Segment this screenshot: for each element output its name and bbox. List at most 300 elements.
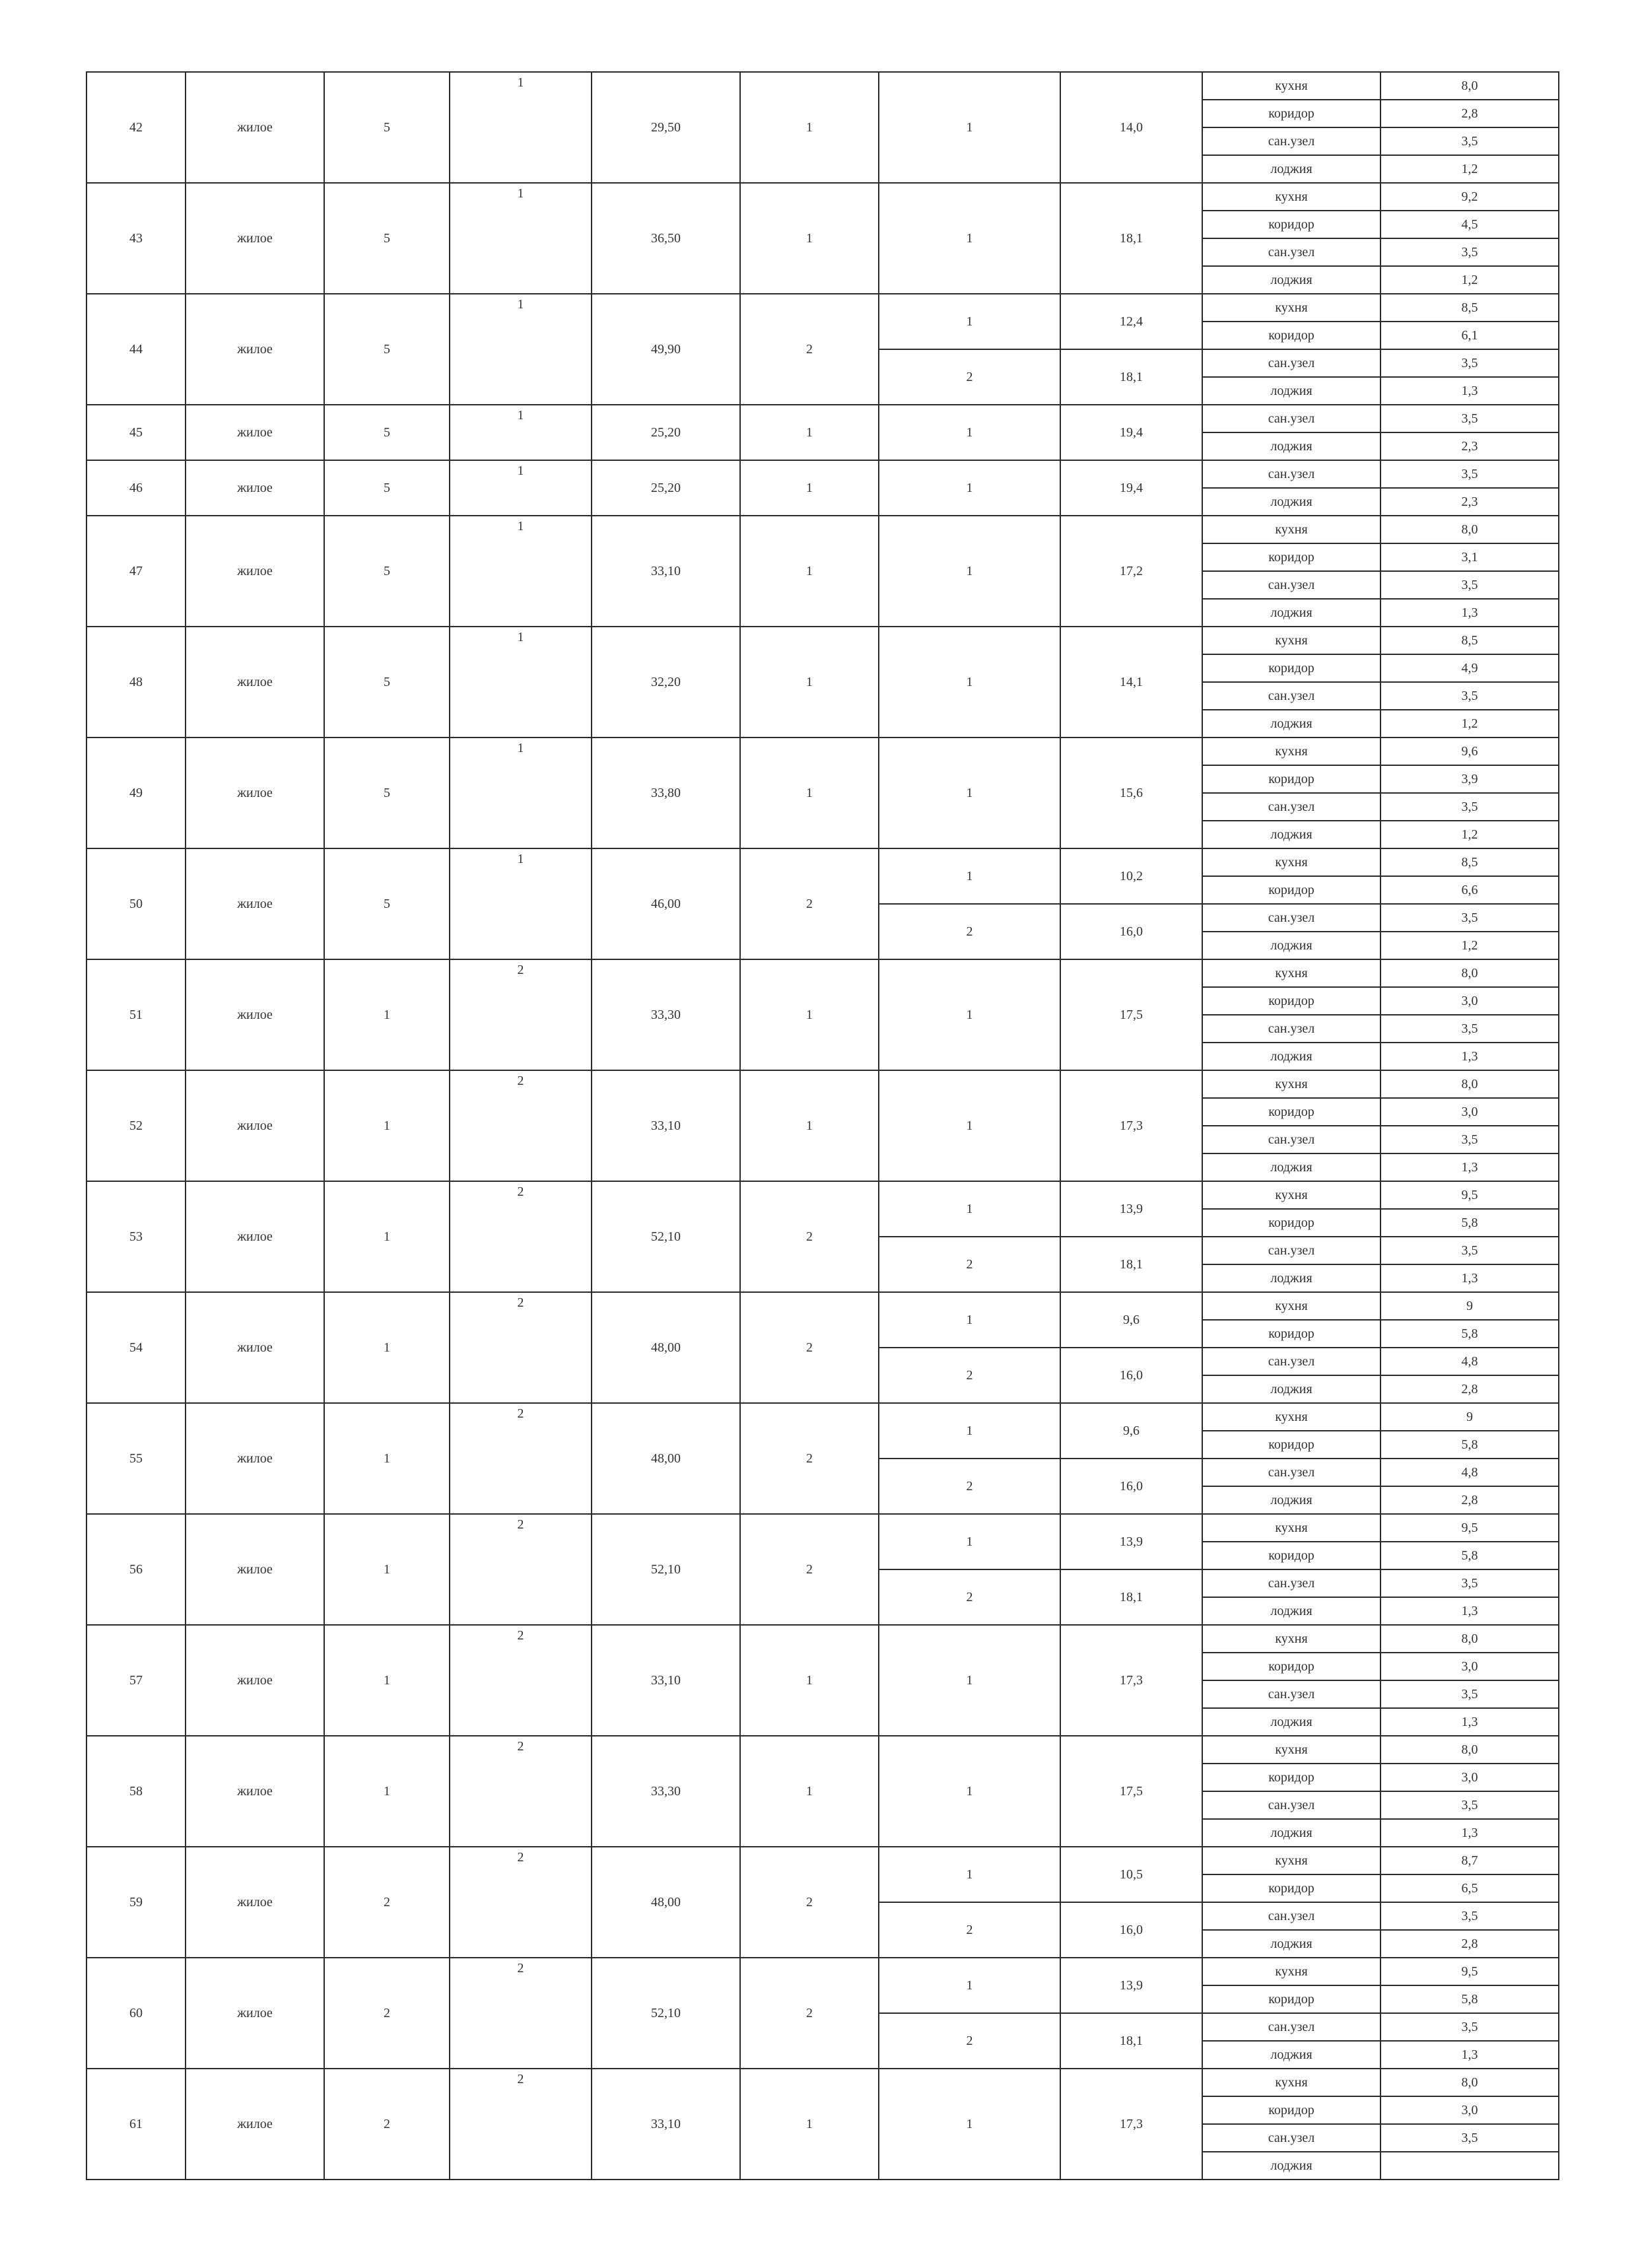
aux-room-name: кухня	[1202, 959, 1380, 987]
total-area: 46,00	[592, 848, 740, 959]
aux-room-area: 3,5	[1380, 1569, 1559, 1597]
table-body	[86, 72, 1559, 2180]
aux-room-area: 3,5	[1380, 793, 1559, 821]
total-area: 32,20	[592, 627, 740, 738]
premises-type: жилое	[186, 627, 324, 738]
aux-room-name: сан.узел	[1202, 1348, 1380, 1375]
premises-type: жилое	[186, 1625, 324, 1736]
aux-room-name: коридор	[1202, 1764, 1380, 1791]
aux-room-area: 1,2	[1380, 821, 1559, 848]
floor: 5	[324, 405, 450, 460]
apartment-number: 52	[86, 1070, 186, 1181]
aux-room-area: 3,5	[1380, 349, 1559, 377]
premises-type: жилое	[186, 1736, 324, 1847]
table-row	[86, 460, 1559, 488]
aux-room-name: лоджия	[1202, 266, 1380, 294]
aux-room-area: 2,3	[1380, 488, 1559, 516]
room-number: 1	[879, 1847, 1060, 1902]
room-number: 1	[879, 2069, 1060, 2180]
aux-room-area: 1,2	[1380, 155, 1559, 183]
aux-room-name: кухня	[1202, 1292, 1380, 1320]
apartment-number: 57	[86, 1625, 186, 1736]
room-number: 2	[879, 1569, 1060, 1625]
aux-room-area: 3,5	[1380, 460, 1559, 488]
premises-type: жилое	[186, 1292, 324, 1403]
aux-room-name: кухня	[1202, 294, 1380, 322]
section: 2	[450, 2069, 592, 2180]
room-number: 1	[879, 1958, 1060, 2013]
total-area: 25,20	[592, 405, 740, 460]
aux-room-area: 3,5	[1380, 127, 1559, 155]
section: 2	[450, 1514, 592, 1625]
aux-room-area: 3,0	[1380, 1764, 1559, 1791]
aux-room-name: сан.узел	[1202, 682, 1380, 710]
aux-room-name: лоджия	[1202, 488, 1380, 516]
room-number: 1	[879, 1514, 1060, 1569]
table-row	[86, 1514, 1559, 1542]
aux-room-area: 9	[1380, 1292, 1559, 1320]
total-area: 48,00	[592, 1292, 740, 1403]
aux-room-name: лоджия	[1202, 2041, 1380, 2069]
room-count: 1	[740, 516, 879, 627]
apartment-number: 42	[86, 72, 186, 183]
room-number: 2	[879, 1459, 1060, 1514]
total-area: 33,30	[592, 1736, 740, 1847]
aux-room-area: 2,8	[1380, 1375, 1559, 1403]
room-number: 1	[879, 738, 1060, 848]
premises-type: жилое	[186, 405, 324, 460]
aux-room-name: сан.узел	[1202, 571, 1380, 599]
room-area: 10,5	[1060, 1847, 1202, 1902]
room-area: 17,2	[1060, 516, 1202, 627]
room-number: 1	[879, 72, 1060, 183]
aux-room-area: 1,3	[1380, 599, 1559, 627]
aux-room-area: 1,3	[1380, 1043, 1559, 1070]
room-area: 10,2	[1060, 848, 1202, 904]
aux-room-area: 9	[1380, 1403, 1559, 1431]
aux-room-name: коридор	[1202, 1431, 1380, 1459]
room-area: 19,4	[1060, 460, 1202, 516]
table-row	[86, 1847, 1559, 1874]
apartment-number: 59	[86, 1847, 186, 1958]
apartments-table	[86, 71, 1559, 2180]
room-count: 1	[740, 72, 879, 183]
table-row	[86, 1625, 1559, 1653]
room-area: 17,3	[1060, 2069, 1202, 2180]
floor: 5	[324, 516, 450, 627]
aux-room-area: 3,5	[1380, 2013, 1559, 2041]
aux-room-area: 3,5	[1380, 1791, 1559, 1819]
aux-room-name: кухня	[1202, 2069, 1380, 2096]
room-area: 15,6	[1060, 738, 1202, 848]
room-number: 2	[879, 1237, 1060, 1292]
floor: 1	[324, 1736, 450, 1847]
section: 2	[450, 1736, 592, 1847]
apartment-number: 47	[86, 516, 186, 627]
section: 2	[450, 1292, 592, 1403]
aux-room-name: сан.узел	[1202, 2013, 1380, 2041]
section: 1	[450, 460, 592, 516]
room-area: 18,1	[1060, 2013, 1202, 2069]
section: 2	[450, 959, 592, 1070]
table-row	[86, 1070, 1559, 1098]
aux-room-name: коридор	[1202, 765, 1380, 793]
section: 1	[450, 516, 592, 627]
apartment-number: 55	[86, 1403, 186, 1514]
apartment-number: 50	[86, 848, 186, 959]
apartment-number: 46	[86, 460, 186, 516]
section: 2	[450, 1847, 592, 1958]
room-count: 1	[740, 405, 879, 460]
aux-room-area: 3,5	[1380, 1902, 1559, 1930]
floor: 5	[324, 738, 450, 848]
room-number: 1	[879, 1625, 1060, 1736]
room-number: 2	[879, 1902, 1060, 1958]
aux-room-area: 1,3	[1380, 377, 1559, 405]
room-number: 1	[879, 460, 1060, 516]
room-number: 1	[879, 1070, 1060, 1181]
aux-room-area	[1380, 2152, 1559, 2180]
total-area: 33,10	[592, 516, 740, 627]
aux-room-name: кухня	[1202, 1070, 1380, 1098]
aux-room-area: 9,5	[1380, 1514, 1559, 1542]
premises-type: жилое	[186, 2069, 324, 2180]
aux-room-name: сан.узел	[1202, 793, 1380, 821]
aux-room-area: 1,2	[1380, 932, 1559, 959]
aux-room-name: коридор	[1202, 1874, 1380, 1902]
room-count: 2	[740, 1514, 879, 1625]
floor: 5	[324, 183, 450, 294]
aux-room-area: 1,3	[1380, 1597, 1559, 1625]
aux-room-name: лоджия	[1202, 2152, 1380, 2180]
table-row	[86, 627, 1559, 654]
room-area: 13,9	[1060, 1958, 1202, 2013]
aux-room-name: кухня	[1202, 1403, 1380, 1431]
section: 2	[450, 1625, 592, 1736]
aux-room-name: сан.узел	[1202, 1791, 1380, 1819]
aux-room-name: лоджия	[1202, 821, 1380, 848]
aux-room-name: лоджия	[1202, 377, 1380, 405]
room-count: 2	[740, 1958, 879, 2069]
aux-room-name: коридор	[1202, 654, 1380, 682]
room-count: 2	[740, 1181, 879, 1292]
premises-type: жилое	[186, 460, 324, 516]
aux-room-area: 1,2	[1380, 710, 1559, 738]
aux-room-name: кухня	[1202, 1514, 1380, 1542]
room-area: 18,1	[1060, 1569, 1202, 1625]
room-count: 1	[740, 2069, 879, 2180]
aux-room-area: 2,8	[1380, 1486, 1559, 1514]
room-number: 1	[879, 1403, 1060, 1459]
aux-room-area: 3,5	[1380, 1680, 1559, 1708]
premises-type: жилое	[186, 1403, 324, 1514]
aux-room-name: сан.узел	[1202, 1459, 1380, 1486]
floor: 5	[324, 294, 450, 405]
room-number: 1	[879, 516, 1060, 627]
premises-type: жилое	[186, 183, 324, 294]
total-area: 49,90	[592, 294, 740, 405]
room-number: 1	[879, 1181, 1060, 1237]
room-area: 16,0	[1060, 1459, 1202, 1514]
room-area: 9,6	[1060, 1403, 1202, 1459]
aux-room-area: 3,5	[1380, 1237, 1559, 1264]
aux-room-name: сан.узел	[1202, 904, 1380, 932]
aux-room-area: 3,5	[1380, 1015, 1559, 1043]
apartment-number: 56	[86, 1514, 186, 1625]
section: 1	[450, 294, 592, 405]
table-row	[86, 294, 1559, 322]
apartment-number: 43	[86, 183, 186, 294]
aux-room-name: лоджия	[1202, 155, 1380, 183]
aux-room-name: коридор	[1202, 876, 1380, 904]
room-area: 14,0	[1060, 72, 1202, 183]
aux-room-name: коридор	[1202, 2096, 1380, 2124]
aux-room-name: лоджия	[1202, 432, 1380, 460]
section: 2	[450, 1070, 592, 1181]
table-row	[86, 1292, 1559, 1320]
aux-room-name: сан.узел	[1202, 405, 1380, 432]
table-row	[86, 848, 1559, 876]
table-row	[86, 2069, 1559, 2096]
aux-room-area: 5,8	[1380, 1320, 1559, 1348]
total-area: 52,10	[592, 1514, 740, 1625]
room-area: 14,1	[1060, 627, 1202, 738]
floor: 1	[324, 1292, 450, 1403]
premises-type: жилое	[186, 1958, 324, 2069]
aux-room-name: сан.узел	[1202, 1569, 1380, 1597]
floor: 1	[324, 1181, 450, 1292]
aux-room-name: кухня	[1202, 1736, 1380, 1764]
room-number: 1	[879, 294, 1060, 349]
aux-room-area: 3,0	[1380, 1653, 1559, 1680]
aux-room-name: лоджия	[1202, 932, 1380, 959]
section: 2	[450, 1403, 592, 1514]
floor: 1	[324, 1625, 450, 1736]
floor: 2	[324, 2069, 450, 2180]
room-number: 2	[879, 2013, 1060, 2069]
aux-room-area: 3,5	[1380, 2124, 1559, 2152]
room-area: 18,1	[1060, 349, 1202, 405]
room-area: 16,0	[1060, 1902, 1202, 1958]
table-row	[86, 1958, 1559, 1985]
room-number: 1	[879, 627, 1060, 738]
aux-room-name: кухня	[1202, 1625, 1380, 1653]
aux-room-area: 1,3	[1380, 2041, 1559, 2069]
floor: 1	[324, 1070, 450, 1181]
aux-room-name: кухня	[1202, 516, 1380, 543]
aux-room-area: 8,0	[1380, 2069, 1559, 2096]
room-area: 13,9	[1060, 1514, 1202, 1569]
aux-room-name: кухня	[1202, 183, 1380, 211]
total-area: 36,50	[592, 183, 740, 294]
total-area: 33,10	[592, 2069, 740, 2180]
room-number: 1	[879, 1736, 1060, 1847]
apartment-number: 51	[86, 959, 186, 1070]
apartment-number: 60	[86, 1958, 186, 2069]
aux-room-name: кухня	[1202, 1181, 1380, 1209]
floor: 5	[324, 72, 450, 183]
aux-room-name: коридор	[1202, 322, 1380, 349]
aux-room-area: 3,0	[1380, 2096, 1559, 2124]
total-area: 52,10	[592, 1181, 740, 1292]
apartment-number: 61	[86, 2069, 186, 2180]
room-area: 13,9	[1060, 1181, 1202, 1237]
aux-room-area: 3,5	[1380, 571, 1559, 599]
aux-room-name: сан.узел	[1202, 127, 1380, 155]
table-row	[86, 738, 1559, 765]
aux-room-name: лоджия	[1202, 1486, 1380, 1514]
floor: 2	[324, 1958, 450, 2069]
floor: 1	[324, 1514, 450, 1625]
aux-room-area: 2,3	[1380, 432, 1559, 460]
section: 1	[450, 405, 592, 460]
aux-room-area: 4,5	[1380, 211, 1559, 238]
aux-room-name: коридор	[1202, 1098, 1380, 1126]
aux-room-area: 2,8	[1380, 1930, 1559, 1958]
section: 1	[450, 72, 592, 183]
table-row	[86, 405, 1559, 432]
aux-room-name: лоджия	[1202, 599, 1380, 627]
room-area: 18,1	[1060, 183, 1202, 294]
aux-room-area: 5,8	[1380, 1985, 1559, 2013]
premises-type: жилое	[186, 516, 324, 627]
room-count: 1	[740, 959, 879, 1070]
aux-room-name: коридор	[1202, 1542, 1380, 1569]
aux-room-name: кухня	[1202, 738, 1380, 765]
room-count: 1	[740, 627, 879, 738]
floor: 5	[324, 460, 450, 516]
aux-room-name: коридор	[1202, 1320, 1380, 1348]
room-number: 2	[879, 1348, 1060, 1403]
apartment-number: 49	[86, 738, 186, 848]
aux-room-area: 3,5	[1380, 405, 1559, 432]
room-number: 1	[879, 1292, 1060, 1348]
aux-room-name: лоджия	[1202, 1043, 1380, 1070]
room-area: 16,0	[1060, 1348, 1202, 1403]
room-count: 2	[740, 1847, 879, 1958]
table-row	[86, 516, 1559, 543]
aux-room-area: 4,8	[1380, 1459, 1559, 1486]
aux-room-name: сан.узел	[1202, 1015, 1380, 1043]
table-row	[86, 1736, 1559, 1764]
floor: 5	[324, 848, 450, 959]
room-area: 19,4	[1060, 405, 1202, 460]
total-area: 25,20	[592, 460, 740, 516]
room-area: 17,5	[1060, 959, 1202, 1070]
aux-room-name: лоджия	[1202, 1597, 1380, 1625]
aux-room-area: 3,5	[1380, 904, 1559, 932]
aux-room-area: 2,8	[1380, 100, 1559, 127]
premises-type: жилое	[186, 959, 324, 1070]
aux-room-area: 4,8	[1380, 1348, 1559, 1375]
room-count: 1	[740, 1736, 879, 1847]
aux-room-name: кухня	[1202, 1847, 1380, 1874]
section: 1	[450, 738, 592, 848]
aux-room-area: 1,2	[1380, 266, 1559, 294]
aux-room-area: 3,5	[1380, 1126, 1559, 1153]
total-area: 33,80	[592, 738, 740, 848]
room-area: 17,3	[1060, 1070, 1202, 1181]
aux-room-name: кухня	[1202, 627, 1380, 654]
premises-type: жилое	[186, 1847, 324, 1958]
aux-room-name: сан.узел	[1202, 1902, 1380, 1930]
room-count: 2	[740, 1292, 879, 1403]
floor: 2	[324, 1847, 450, 1958]
aux-room-area: 3,9	[1380, 765, 1559, 793]
table-row	[86, 1403, 1559, 1431]
aux-room-area: 8,5	[1380, 627, 1559, 654]
apartment-number: 53	[86, 1181, 186, 1292]
section: 2	[450, 1181, 592, 1292]
aux-room-area: 5,8	[1380, 1209, 1559, 1237]
aux-room-area: 8,0	[1380, 1736, 1559, 1764]
total-area: 29,50	[592, 72, 740, 183]
aux-room-area: 9,6	[1380, 738, 1559, 765]
aux-room-area: 9,5	[1380, 1958, 1559, 1985]
aux-room-name: сан.узел	[1202, 2124, 1380, 2152]
section: 1	[450, 627, 592, 738]
aux-room-area: 1,3	[1380, 1264, 1559, 1292]
premises-type: жилое	[186, 294, 324, 405]
aux-room-name: сан.узел	[1202, 1237, 1380, 1264]
table-row	[86, 959, 1559, 987]
aux-room-name: лоджия	[1202, 710, 1380, 738]
total-area: 52,10	[592, 1958, 740, 2069]
room-area: 17,5	[1060, 1736, 1202, 1847]
room-count: 1	[740, 738, 879, 848]
aux-room-area: 8,0	[1380, 72, 1559, 100]
aux-room-name: коридор	[1202, 1653, 1380, 1680]
total-area: 33,30	[592, 959, 740, 1070]
total-area: 33,10	[592, 1625, 740, 1736]
room-area: 17,3	[1060, 1625, 1202, 1736]
room-area: 18,1	[1060, 1237, 1202, 1292]
aux-room-area: 3,5	[1380, 238, 1559, 266]
room-number: 1	[879, 959, 1060, 1070]
floor: 5	[324, 627, 450, 738]
premises-type: жилое	[186, 72, 324, 183]
aux-room-area: 3,0	[1380, 1098, 1559, 1126]
aux-room-area: 8,0	[1380, 516, 1559, 543]
aux-room-area: 8,0	[1380, 959, 1559, 987]
aux-room-name: лоджия	[1202, 1819, 1380, 1847]
room-area: 12,4	[1060, 294, 1202, 349]
aux-room-area: 4,9	[1380, 654, 1559, 682]
aux-room-area: 1,3	[1380, 1153, 1559, 1181]
aux-room-name: сан.узел	[1202, 349, 1380, 377]
apartment-number: 44	[86, 294, 186, 405]
aux-room-name: кухня	[1202, 1958, 1380, 1985]
aux-room-area: 6,1	[1380, 322, 1559, 349]
aux-room-name: лоджия	[1202, 1264, 1380, 1292]
room-count: 2	[740, 848, 879, 959]
aux-room-name: коридор	[1202, 211, 1380, 238]
aux-room-area: 9,2	[1380, 183, 1559, 211]
aux-room-area: 6,5	[1380, 1874, 1559, 1902]
aux-room-area: 8,5	[1380, 294, 1559, 322]
aux-room-name: лоджия	[1202, 1153, 1380, 1181]
aux-room-area: 3,1	[1380, 543, 1559, 571]
aux-room-area: 8,0	[1380, 1625, 1559, 1653]
apartment-number: 58	[86, 1736, 186, 1847]
room-number: 1	[879, 183, 1060, 294]
room-count: 2	[740, 1403, 879, 1514]
room-area: 9,6	[1060, 1292, 1202, 1348]
premises-type: жилое	[186, 1514, 324, 1625]
aux-room-area: 5,8	[1380, 1431, 1559, 1459]
total-area: 48,00	[592, 1847, 740, 1958]
aux-room-area: 8,7	[1380, 1847, 1559, 1874]
